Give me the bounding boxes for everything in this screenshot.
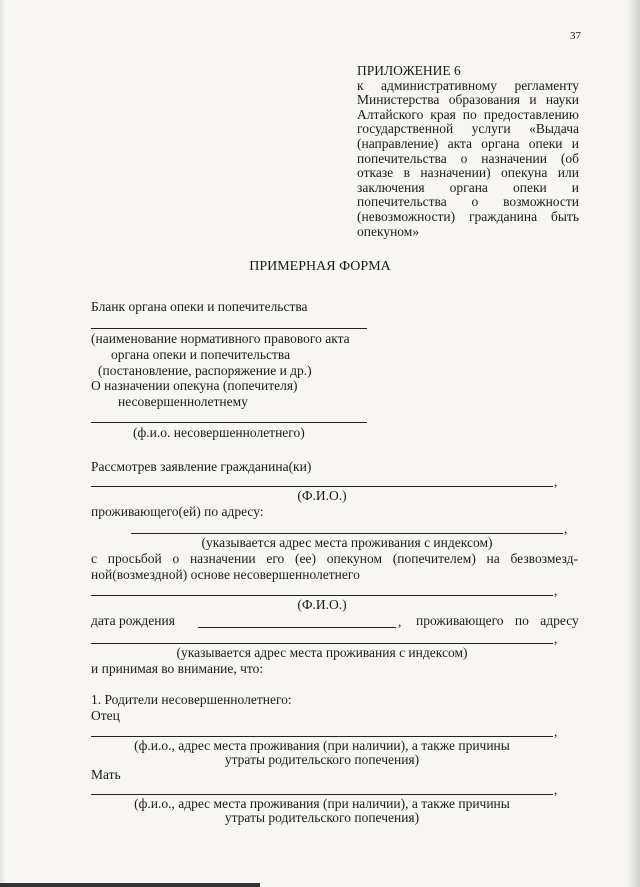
subject-line-2: несовершеннолетнему (118, 394, 248, 409)
applicant-address-line (131, 533, 563, 534)
applicant-address-caption: (указывается адрес места проживания с индексом) (201, 535, 493, 550)
living-text-2: проживающего по адресу (416, 613, 579, 628)
dob-line (198, 627, 396, 628)
living-text: проживающего(ей) по адресу: (91, 504, 264, 519)
father-line (91, 736, 553, 737)
appendix-text: к административному регламенту Министерства образования и науки Алтайского края по предоставлению государственной услуги «Выдача (направление) акта органа опеки и попечительства о назначении (об отказе в назначении) опекуна или заключения органа опеки и попечительства о возможности (невозможности) гражданина быть опекуном» (357, 77, 579, 239)
scan-bottom-bar (0, 883, 260, 887)
blank-label: Бланк органа опеки и попечительства (91, 299, 308, 314)
applicant-fio-caption: (Ф.И.О.) (297, 488, 347, 503)
scan-edge-left (0, 0, 6, 887)
act-caption-3: (постановление, распоряжение и др.) (98, 363, 312, 378)
comma: , (564, 521, 568, 536)
father-caption-1: (ф.и.о., адрес места проживания (при наличии), а также причины (134, 738, 510, 753)
minor-address-line (91, 643, 553, 644)
request-line-1: с просьбой о назначении его (ее) опекуном (попечителем) на безвозмезд- (91, 551, 578, 566)
form-title: ПРИМЕРНАЯ ФОРМА (249, 259, 391, 274)
mother-line (91, 794, 553, 795)
appendix-heading: ПРИЛОЖЕНИЕ 6 (357, 63, 461, 78)
appendix-block (357, 64, 579, 239)
comma: , (554, 583, 558, 598)
minor-address-caption: (указывается адрес места проживания с индексом) (176, 645, 468, 660)
father-label: Отец (91, 708, 120, 723)
act-name-line (91, 328, 367, 329)
mother-caption-1: (ф.и.о., адрес места проживания (при наличии), а также причины (134, 796, 510, 811)
dob-label: дата рождения (91, 613, 175, 628)
parents-heading: 1. Родители несовершеннолетнего: (91, 692, 292, 707)
minor-fio-line (91, 422, 367, 423)
page-number: 37 (570, 30, 581, 42)
request-line-2: ной(возмездной) основе несовершеннолетнего (91, 567, 360, 582)
minor-fio-line-2 (91, 595, 553, 596)
father-caption-2: утраты родительского попечения) (224, 752, 420, 767)
minor-fio-caption-2: (Ф.И.О.) (297, 597, 347, 612)
comma: , (554, 782, 558, 797)
minor-fio-caption: (ф.и.о. несовершеннолетнего) (133, 425, 305, 440)
subject-line-1: О назначении опекуна (попечителя) (91, 378, 298, 393)
comma: , (554, 631, 558, 646)
act-caption-2: органа опеки и попечительства (111, 347, 291, 362)
comma: , (398, 614, 402, 629)
considered-text: Рассмотрев заявление гражданина(ки) (91, 459, 312, 474)
scan-edge-right (626, 0, 640, 887)
comma: , (554, 474, 558, 489)
act-caption-1: (наименование нормативного правового акта (91, 331, 350, 346)
comma: , (554, 724, 558, 739)
applicant-fio-line (91, 486, 553, 487)
mother-label: Мать (91, 767, 121, 782)
mother-caption-2: утраты родительского попечения) (224, 810, 420, 825)
considering-text: и принимая во внимание, что: (91, 661, 264, 676)
